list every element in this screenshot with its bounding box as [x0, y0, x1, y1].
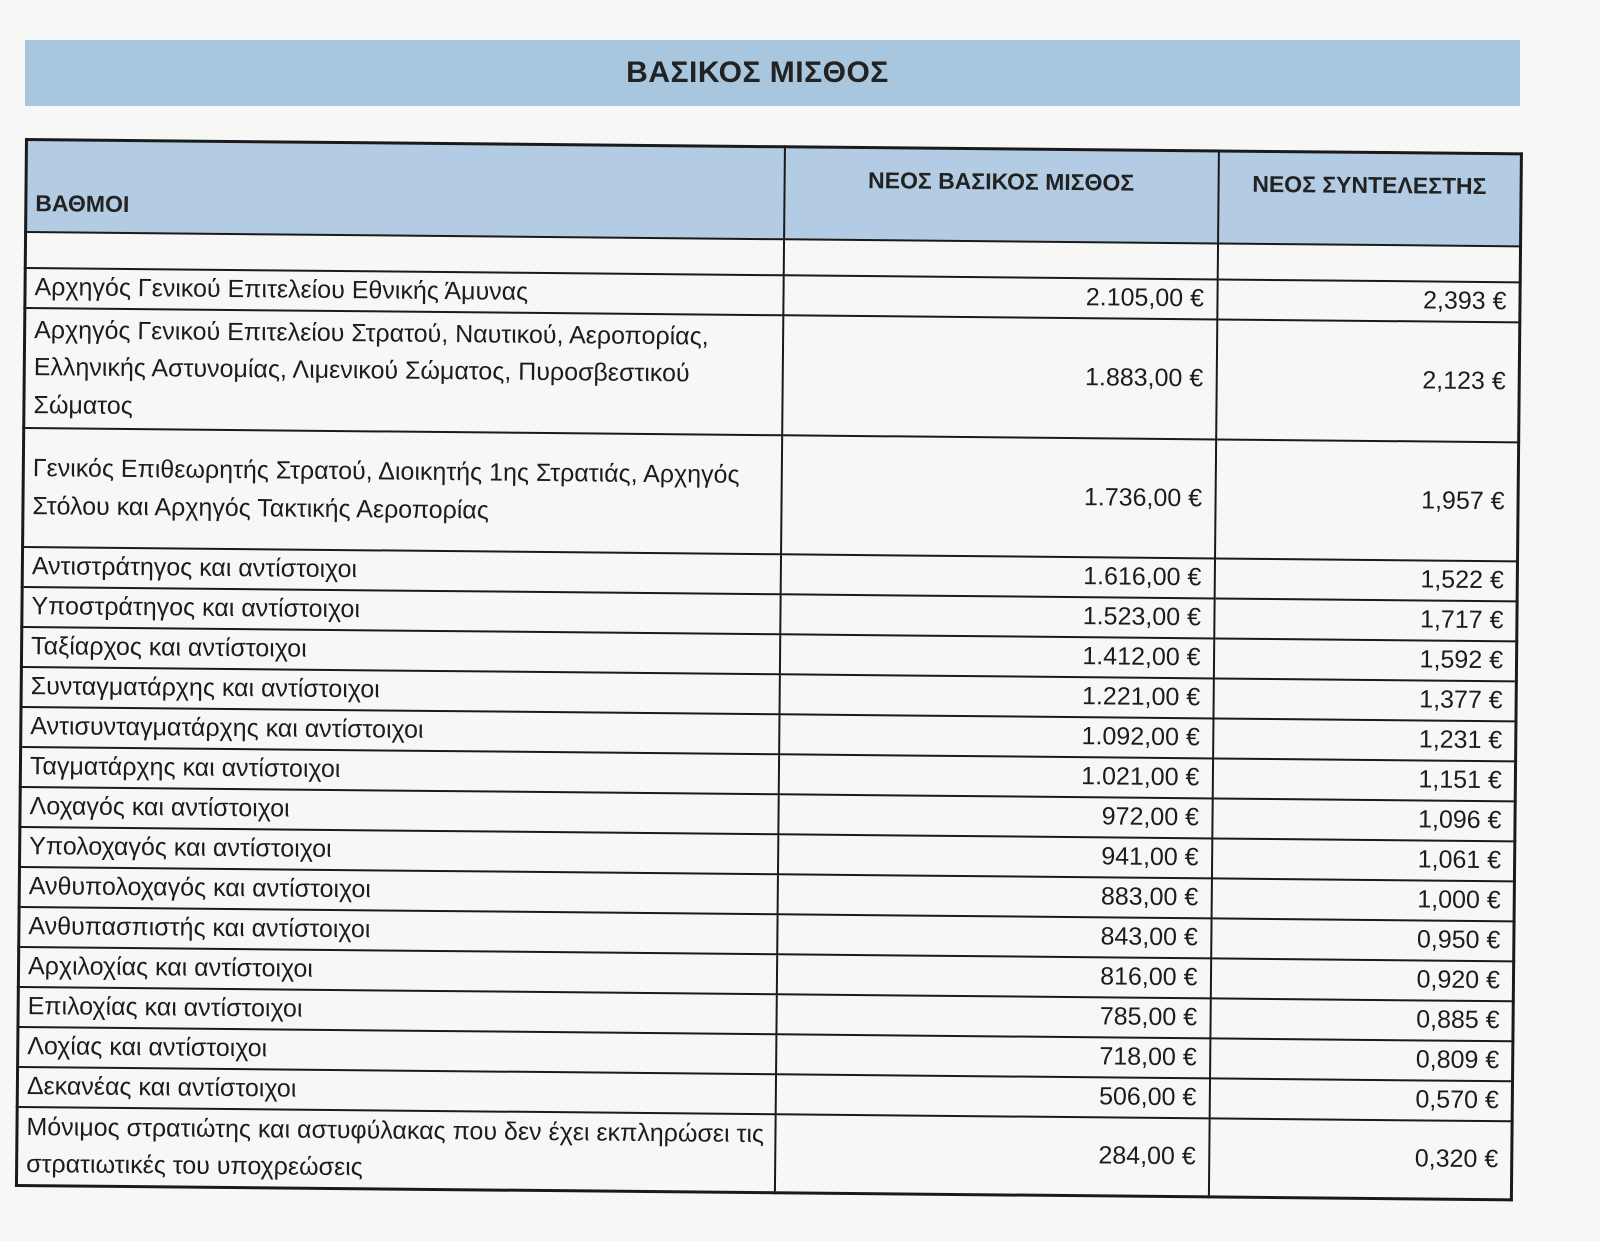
salary-table-container: [15, 138, 1520, 1201]
salary-cell: 816,00 €: [776, 954, 1210, 998]
coefficient-column-header: ΝΕΟΣ ΣΥΝΤΕΛΕΣΤΗΣ: [1218, 151, 1522, 246]
empty-cell: [1217, 243, 1520, 282]
rank-cell: Επιλοχίας και αντίστοιχοι: [18, 987, 776, 1034]
coefficient-cell: 1,061 €: [1211, 838, 1514, 881]
salary-cell: 941,00 €: [777, 834, 1211, 878]
salary-cell: 1.523,00 €: [780, 594, 1214, 638]
coefficient-cell: 0,920 €: [1210, 958, 1513, 1001]
salary-cell: 785,00 €: [776, 994, 1210, 1038]
rank-cell: Ταξίαρχος και αντίστοιχοι: [21, 627, 779, 674]
coefficient-cell: 1,522 €: [1214, 558, 1517, 601]
salary-cell: 883,00 €: [777, 874, 1211, 918]
coefficient-cell: 1,231 €: [1213, 718, 1516, 761]
rank-cell: Αρχιλοχίας και αντίστοιχοι: [18, 947, 776, 994]
salary-table: [15, 138, 1523, 1201]
rank-cell: Μόνιμος στρατιώτης και αστυφύλακας που δεν έχει εκπληρώσει τις στρατιωτικές του υποχρεώσεις: [16, 1107, 775, 1193]
rank-cell: Αντισυνταγματάρχης και αντίστοιχοι: [21, 707, 779, 754]
salary-cell: 843,00 €: [777, 914, 1211, 958]
empty-cell: [783, 239, 1217, 279]
coefficient-cell: 2,123 €: [1216, 319, 1520, 442]
table-row: [16, 1107, 1512, 1200]
coefficient-cell: 2,393 €: [1217, 279, 1520, 322]
salary-cell: 1.412,00 €: [779, 634, 1213, 678]
rank-cell: Λοχαγός και αντίστοιχοι: [20, 787, 778, 834]
salary-cell: 1.616,00 €: [780, 554, 1214, 598]
salary-column-header: ΝΕΟΣ ΒΑΣΙΚΟΣ ΜΙΣΘΟΣ: [784, 147, 1219, 244]
rank-cell: Ανθυπολοχαγός και αντίστοιχοι: [19, 867, 777, 914]
rank-cell: Ανθυπασπιστής και αντίστοιχοι: [19, 907, 777, 954]
rank-cell: Συνταγματάρχης και αντίστοιχοι: [21, 667, 779, 714]
rank-cell: Αντιστράτηγος και αντίστοιχοι: [22, 547, 780, 594]
coefficient-cell: 1,096 €: [1212, 798, 1515, 841]
rank-cell: Αρχηγός Γενικού Επιτελείου Στρατού, Ναυτικού, Αεροπορίας, Ελληνικής Αστυνομίας, Λιμενικού Σώματος, Πυροσβεστικού Σώματος: [24, 308, 783, 435]
table-row: [23, 428, 1519, 561]
rank-cell: Ταγματάρχης και αντίστοιχοι: [20, 747, 778, 794]
salary-cell: 718,00 €: [776, 1034, 1210, 1078]
rank-cell: Υποστράτηγος και αντίστοιχοι: [22, 587, 780, 634]
salary-cell: 1.883,00 €: [782, 315, 1217, 439]
salary-cell: 284,00 €: [774, 1114, 1209, 1197]
coefficient-cell: 1,377 €: [1213, 678, 1516, 721]
salary-cell: 2.105,00 €: [783, 275, 1217, 319]
rank-cell: Δεκανέας και αντίστοιχοι: [17, 1067, 775, 1114]
coefficient-cell: 0,950 €: [1211, 918, 1514, 961]
coefficient-cell: 1,592 €: [1213, 638, 1516, 681]
table-header-row: [26, 140, 1522, 247]
coefficient-cell: 1,717 €: [1214, 598, 1517, 641]
table-row: [24, 308, 1520, 442]
salary-cell: 972,00 €: [778, 794, 1212, 838]
salary-cell: 1.021,00 €: [778, 754, 1212, 798]
coefficient-cell: 1,957 €: [1215, 439, 1519, 561]
rank-cell: Γενικός Επιθεωρητής Στρατού, Διοικητής 1ης Στρατιάς, Αρχηγός Στόλου και Αρχηγός Τακτικής Αεροπορίας: [23, 428, 782, 554]
salary-cell: 1.736,00 €: [781, 435, 1216, 558]
coefficient-cell: 1,151 €: [1212, 758, 1515, 801]
title-banner: [25, 40, 1520, 106]
coefficient-cell: 0,570 €: [1209, 1078, 1512, 1121]
rank-column-header: ΒΑΘΜΟΙ: [26, 140, 785, 240]
coefficient-cell: 0,320 €: [1208, 1118, 1512, 1199]
salary-cell: 1.092,00 €: [779, 714, 1213, 758]
coefficient-cell: 0,809 €: [1210, 1038, 1513, 1081]
coefficient-cell: 1,000 €: [1211, 878, 1514, 921]
salary-cell: 1.221,00 €: [779, 674, 1213, 718]
rank-cell: Αρχηγός Γενικού Επιτελείου Εθνικής Άμυνας: [25, 268, 783, 315]
page-title: ΒΑΣΙΚΟΣ ΜΙΣΘΟΣ: [626, 56, 889, 89]
salary-cell: 506,00 €: [775, 1074, 1209, 1118]
rank-cell: Υπολοχαγός και αντίστοιχοι: [20, 827, 778, 874]
rank-cell: Λοχίας και αντίστοιχοι: [18, 1027, 776, 1074]
coefficient-cell: 0,885 €: [1210, 998, 1513, 1041]
